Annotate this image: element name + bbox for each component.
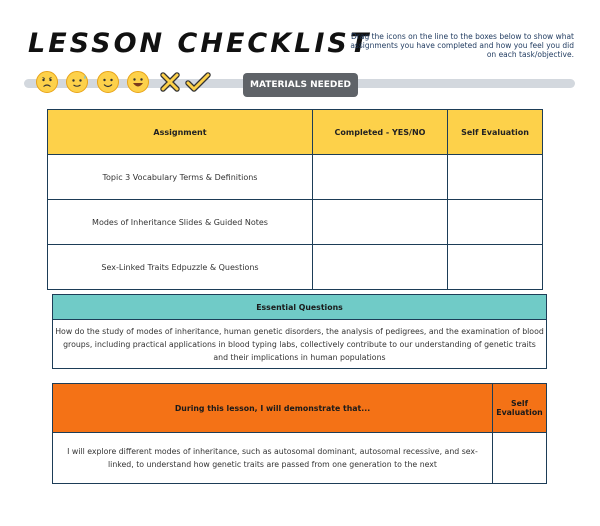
table-row — [48, 200, 543, 245]
worried-face-icon[interactable] — [35, 70, 59, 94]
instructions-text: Drag the icons on the line to the boxes below to show what assignments you have completed and how you feel you did on each task/objective. — [350, 32, 574, 59]
table-row — [48, 245, 543, 290]
demonstrate-table — [52, 383, 547, 484]
essential-questions-table — [52, 294, 547, 369]
completed-drop-box[interactable] — [313, 155, 448, 200]
demonstrate-header: During this lesson, I will demonstrate that... — [53, 384, 493, 433]
sweating-face-icon[interactable] — [65, 70, 89, 94]
x-mark-icon[interactable] — [158, 70, 182, 94]
table-row — [48, 155, 543, 200]
assignment-name: Topic 3 Vocabulary Terms & Definitions — [48, 155, 313, 200]
evaluation-drop-box[interactable] — [448, 200, 543, 245]
evaluation-drop-box[interactable] — [448, 155, 543, 200]
demonstrate-eval-header: Self Evaluation — [493, 384, 547, 433]
demonstrate-eval-drop-box[interactable] — [493, 433, 547, 484]
assignment-name: Sex-Linked Traits Edpuzzle & Questions — [48, 245, 313, 290]
assignment-header: Assignment — [48, 110, 313, 155]
table-header-row — [48, 110, 543, 155]
self-evaluation-header: Self Evaluation — [448, 110, 543, 155]
smiling-face-icon[interactable] — [96, 70, 120, 94]
assignment-table — [47, 109, 543, 290]
assignment-name: Modes of Inheritance Slides & Guided Notes — [48, 200, 313, 245]
demonstrate-text: I will explore different modes of inheritance, such as autosomal dominant, autosomal recessive, and sex-linked, to understand how genetic traits are passed from one generation to the next — [53, 433, 493, 484]
grinning-face-icon[interactable] — [126, 70, 150, 94]
completed-drop-box[interactable] — [313, 245, 448, 290]
check-mark-icon[interactable] — [185, 70, 211, 94]
materials-needed-button[interactable]: MATERIALS NEEDED — [243, 73, 358, 97]
essential-questions-text: How do the study of modes of inheritance, human genetic disorders, the analysis of pedigrees, and the examination of blood groups, including practical applications in blood typing labs, collectively contribute to our understanding of genetic traits and their implications in human populations — [53, 320, 547, 369]
completed-drop-box[interactable] — [313, 200, 448, 245]
completed-header: Completed - YES/NO — [313, 110, 448, 155]
evaluation-drop-box[interactable] — [448, 245, 543, 290]
page-title: LESSON CHECKLIST — [28, 28, 372, 59]
essential-questions-header: Essential Questions — [53, 295, 547, 320]
